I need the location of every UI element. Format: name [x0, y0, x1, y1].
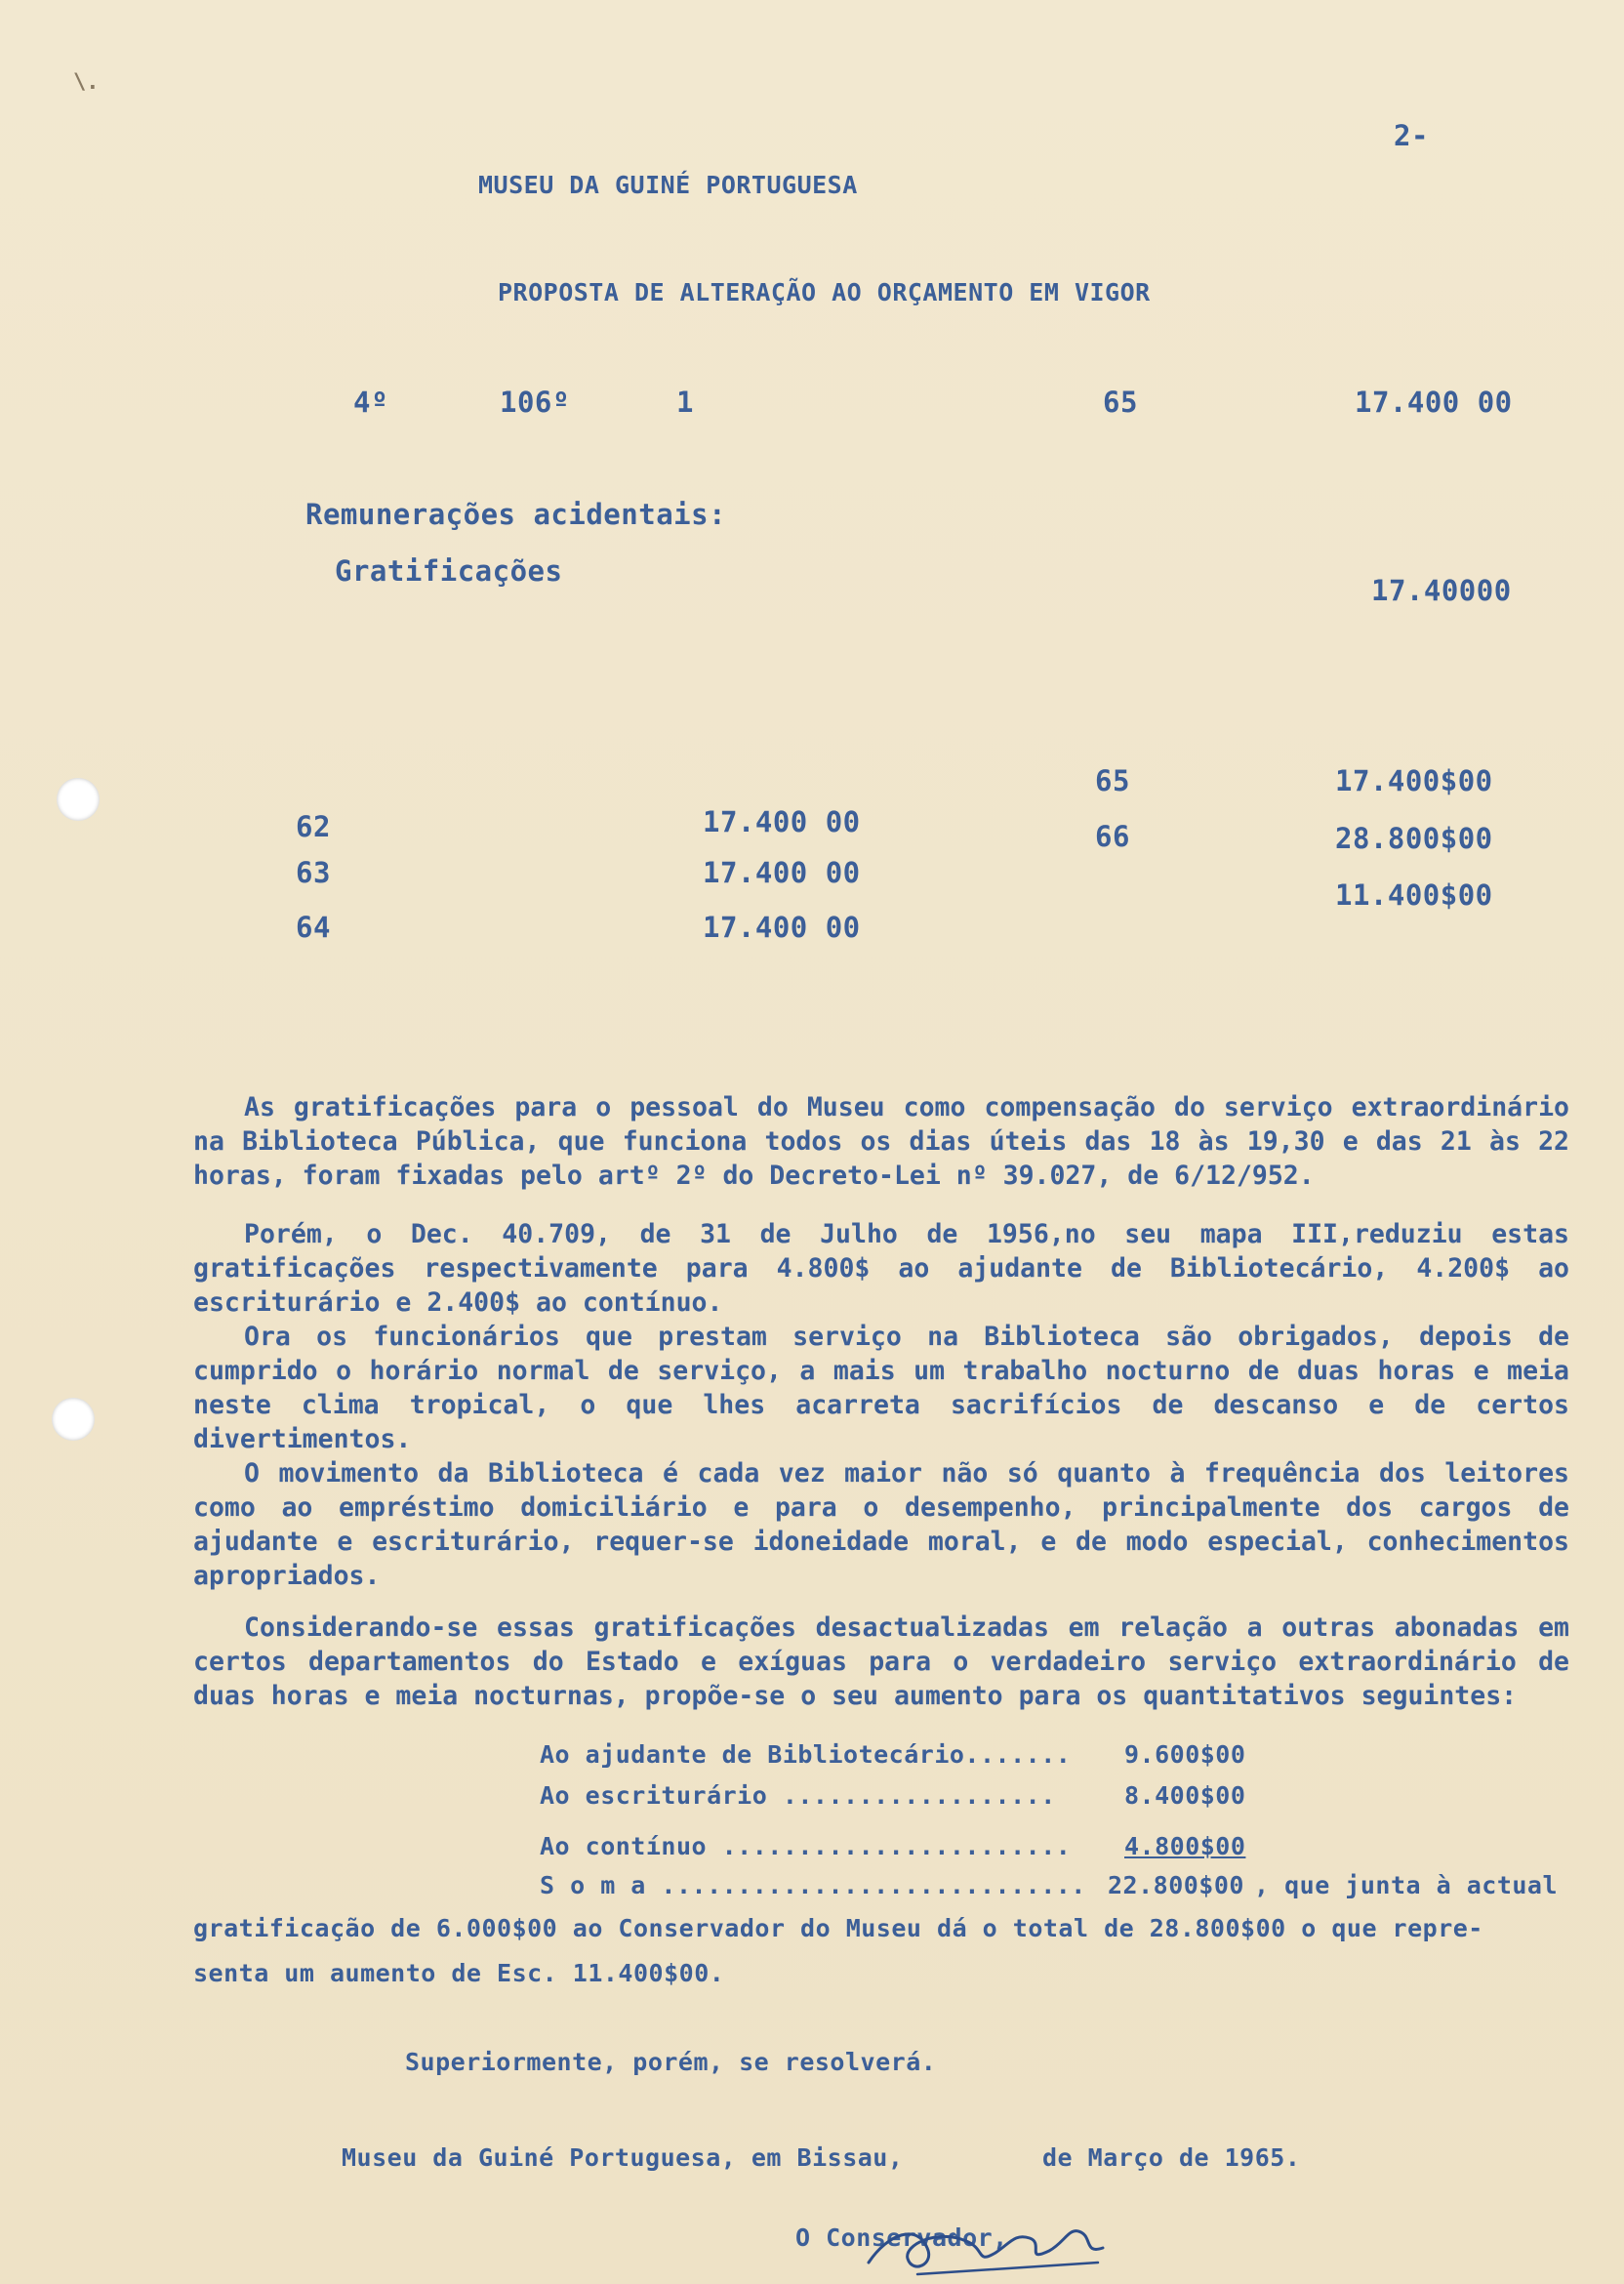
remuneracoes-heading: Remunerações acidentais:: [305, 498, 727, 531]
soma-line-3: senta um aumento de Esc. 11.400$00.: [193, 1959, 725, 1987]
increase-value: 9.600$00: [1124, 1740, 1246, 1769]
page-number: 2-: [1394, 119, 1429, 152]
increase-value: 4.800$00: [1124, 1832, 1246, 1860]
right-table-code: 66: [1095, 820, 1130, 853]
right-table-value: 17.400$00: [1335, 764, 1493, 797]
handwritten-signature: [859, 2194, 1113, 2282]
left-table-value: 17.400 00: [703, 911, 861, 944]
body-paragraph: O movimento da Biblioteca é cada vez maior não só quanto à frequência dos leitores como ao empréstimo domiciliário e para o desempenho, principalmente dos cargos de ajudante e escriturário, requer-se idoneidade moral, e de modo especial, conhecimentos apropriados.: [193, 1458, 1569, 1591]
body-paragraph: Ora os funcionários que prestam serviço na Biblioteca são obrigados, depois de cumprido o horário normal de serviço, a mais um trabalho nocturno de duas horas e meia neste clima tropical, o que lhes acarreta sacrifícios de descanso e de certos divertimentos.: [193, 1322, 1569, 1454]
right-table-value: 11.400$00: [1335, 878, 1493, 912]
body-paragraph: As gratificações para o pessoal do Museu como compensação do serviço extraordinário na Biblioteca Pública, que funciona todos os dias úteis das 18 às 19,30 e das 21 às 22 horas, foram fixadas pelo artº 2º do Decreto-Lei nº 39.027, de 6/12/952.: [193, 1092, 1569, 1191]
soma-line-2: gratificação de 6.000$00 ao Conservador do Museu dá o total de 28.800$00 o que repre-: [193, 1914, 1483, 1942]
remuneracoes-valor: 17.40000: [1371, 574, 1512, 607]
left-table-code: 63: [296, 856, 331, 889]
closing-line: Superiormente, porém, se resolverá.: [405, 2048, 937, 2076]
punch-hole-bottom: [52, 1398, 95, 1441]
budget-artigo: 106º: [500, 386, 570, 419]
body-paragraph: Porém, o Dec. 40.709, de 31 de Julho de 1956,no seu mapa III,reduziu estas gratificações respectivamente para 4.800$ ao ajudante de Bibliotecário, 4.200$ ao escriturário e 2.400$ ao contínuo.: [193, 1219, 1569, 1318]
budget-capitulo: 4º: [353, 386, 388, 419]
budget-alinea: 65: [1103, 386, 1138, 419]
soma-value: 22.800$00: [1108, 1871, 1244, 1899]
soma-continuation: , que junta à actual: [1254, 1871, 1559, 1899]
signatory-title: O Conservador,: [795, 2223, 1008, 2252]
left-table-code: 62: [296, 810, 331, 843]
increase-label: Ao ajudante de Bibliotecário.......: [540, 1740, 1072, 1769]
document-institution: MUSEU DA GUINÉ PORTUGUESA: [478, 171, 858, 199]
remuneracoes-item: Gratificações: [335, 554, 563, 588]
left-table-value: 17.400 00: [703, 856, 861, 889]
increase-label: Ao contínuo .......................: [540, 1832, 1072, 1860]
budget-valor: 17.400 00: [1355, 386, 1513, 419]
budget-numero: 1: [676, 386, 694, 419]
soma-label: S o m a ............................: [540, 1871, 1086, 1899]
left-table-code: 64: [296, 911, 331, 944]
increase-value: 8.400$00: [1124, 1781, 1246, 1810]
increase-label: Ao escriturário ..................: [540, 1781, 1056, 1810]
right-table-value: 28.800$00: [1335, 822, 1493, 855]
right-table-code: 65: [1095, 764, 1130, 797]
body-paragraph: Considerando-se essas gratificações desactualizadas em relação a outras abonadas em certos departamentos do Estado e exíguas para o verdadeiro serviço extraordinário de duas horas e meia nocturnas, propõe-se o seu aumento para os quantitativos seguintes:: [193, 1612, 1569, 1711]
left-table-value: 17.400 00: [703, 805, 861, 838]
punch-hole-top: [57, 778, 100, 821]
corner-mark: \.: [73, 70, 100, 95]
document-subtitle: PROPOSTA DE ALTERAÇÃO AO ORÇAMENTO EM VIGOR: [498, 278, 1151, 306]
place-line: Museu da Guiné Portuguesa, em Bissau,: [342, 2143, 904, 2172]
date-line: de Março de 1965.: [1042, 2143, 1301, 2172]
